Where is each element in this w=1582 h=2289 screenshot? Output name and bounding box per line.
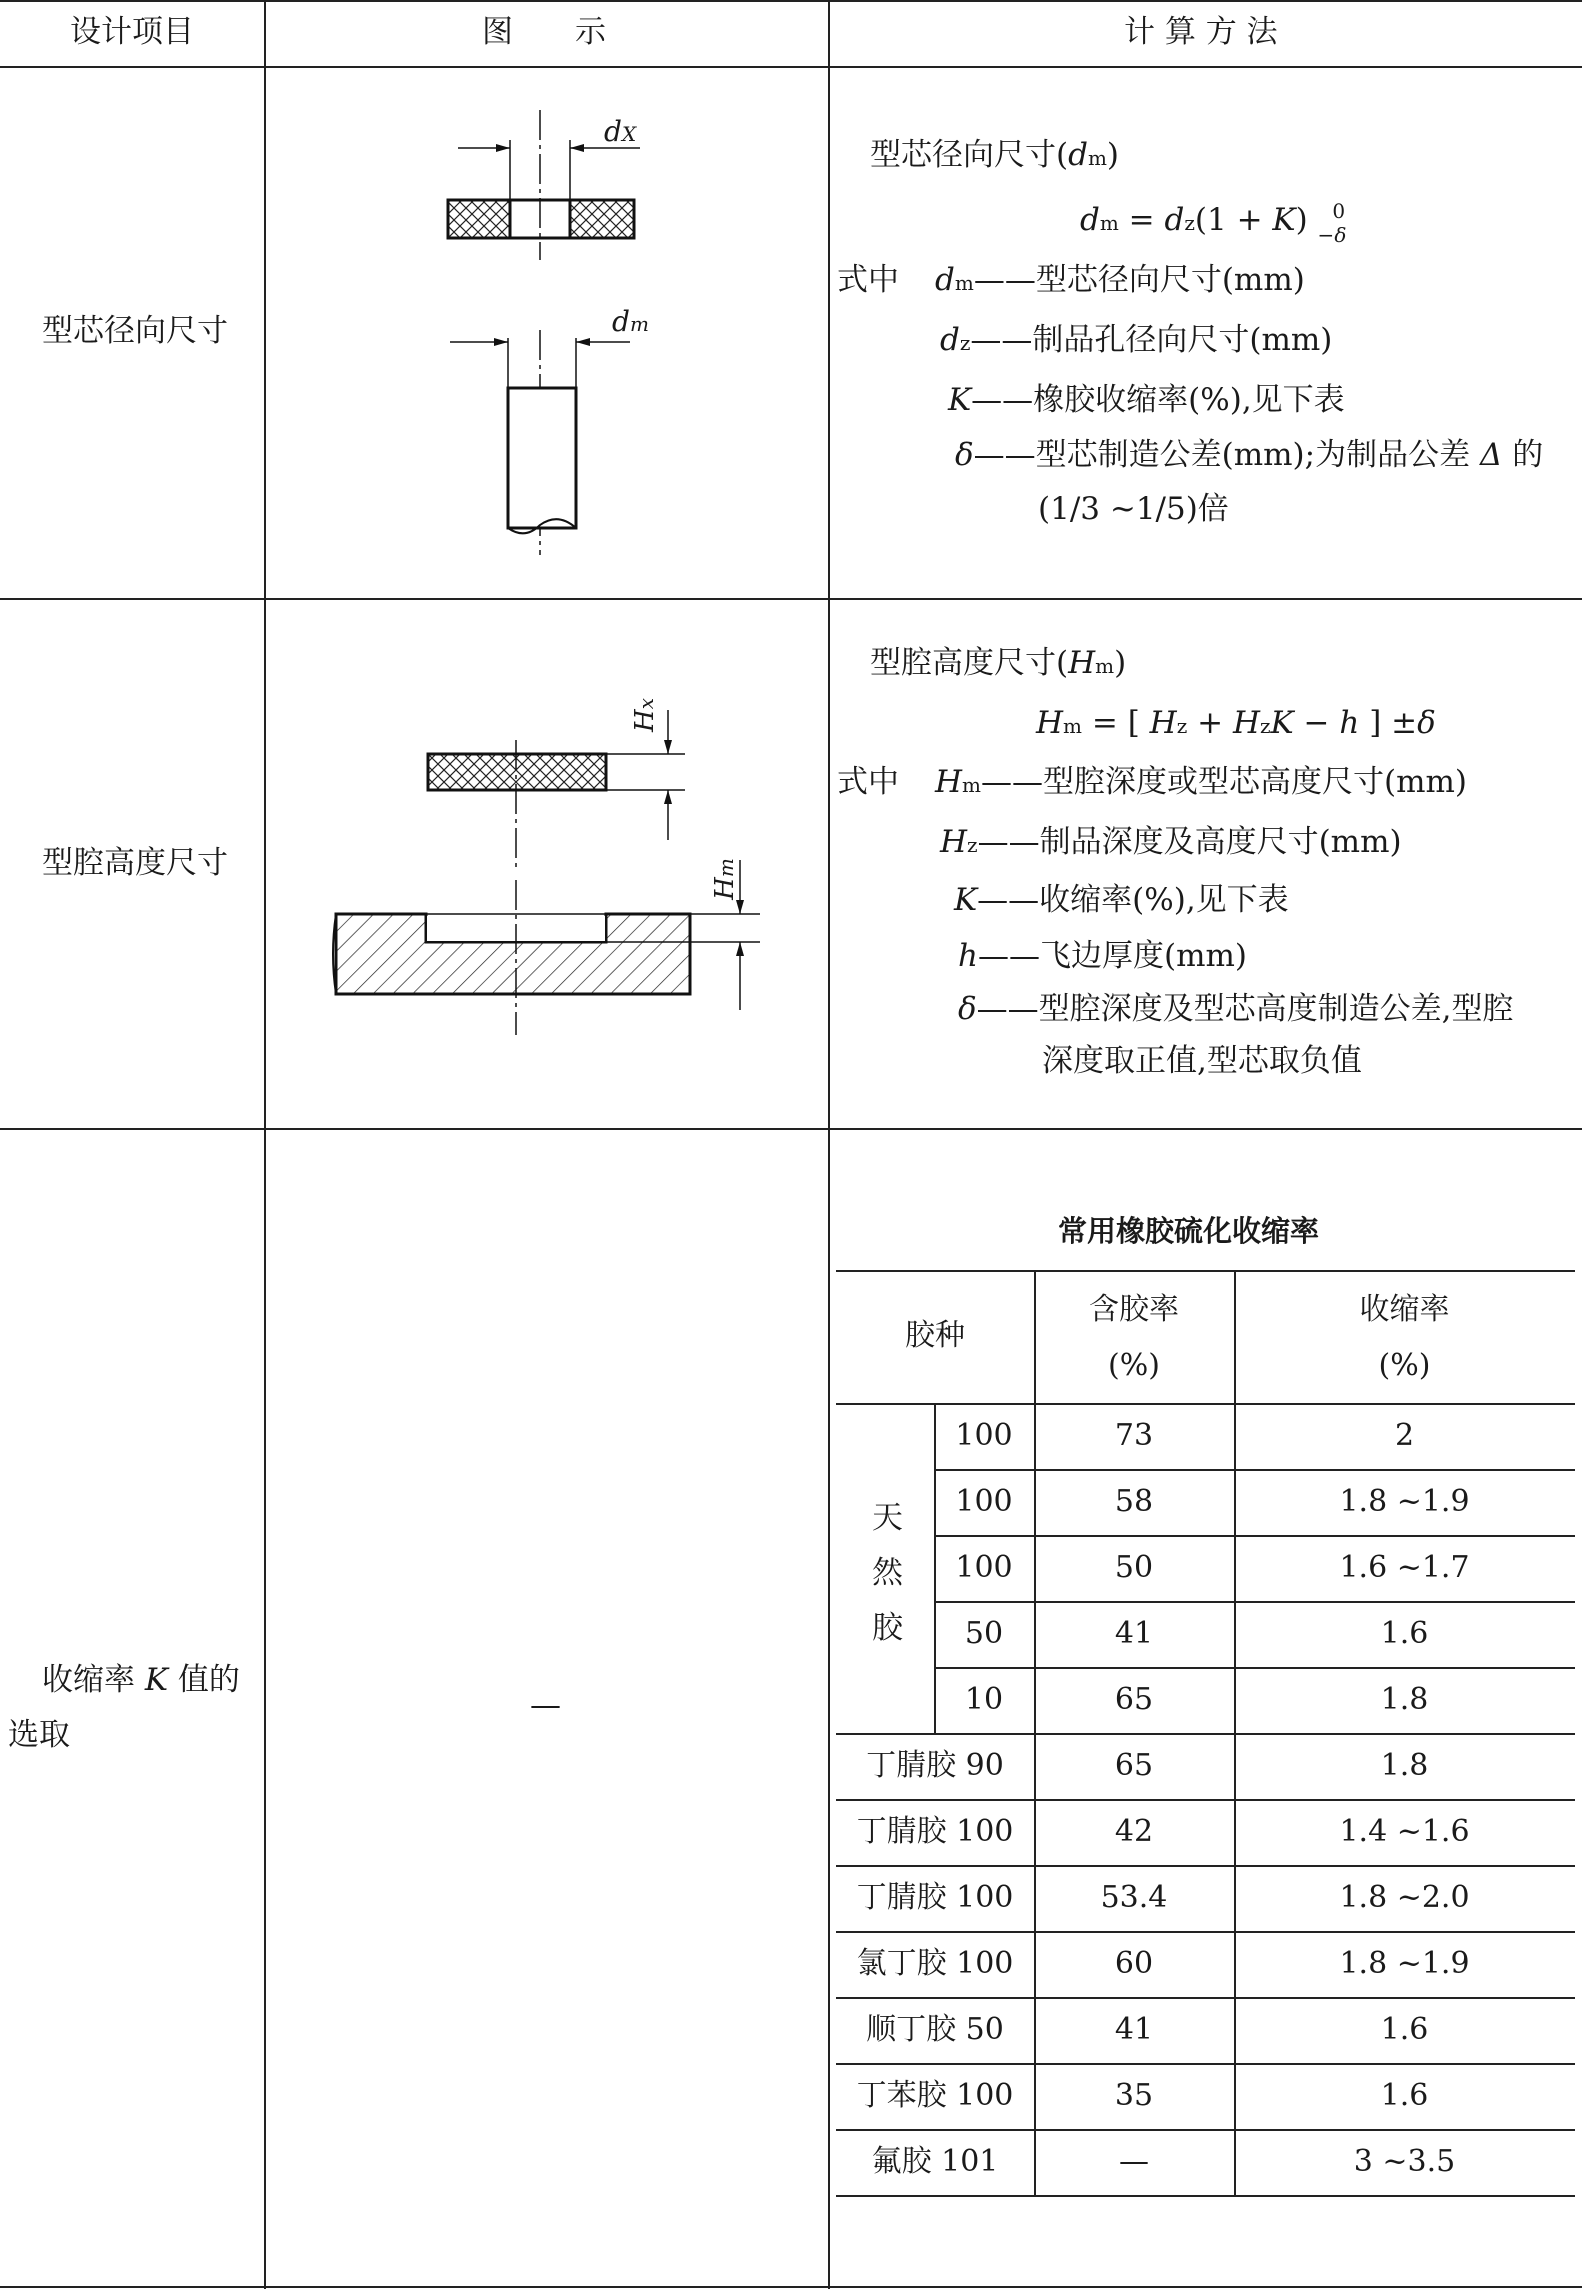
cell-rubber-type: 氯丁胶 100	[856, 1946, 1014, 1981]
cell-rubber-type: 丁腈胶 100	[856, 1814, 1014, 1849]
row1-term-dz: dz——制品孔径向尺寸(mm)	[940, 322, 1333, 358]
cell-shrink-rate: 1.8 ~2.0	[1339, 1880, 1470, 1915]
header-figure: 图 示	[482, 14, 606, 50]
shrink-table-col-line	[1034, 1270, 1036, 2195]
shrink-table-row-line	[934, 1535, 1575, 1537]
group-label-natural-rubber: 天	[872, 1500, 903, 1536]
row1-title: 型芯径向尺寸(dm)	[870, 137, 1120, 173]
shrink-table-row-line	[836, 2129, 1575, 2131]
row3-item-line1: 收缩率 K 值的	[42, 1662, 240, 1698]
cell-shrink-rate: 1.6 ~1.7	[1339, 1550, 1470, 1585]
shrink-table-row-line	[836, 1997, 1575, 1999]
cell-rubber-sub: 10	[964, 1682, 1004, 1717]
header-design-item: 设计项目	[70, 14, 194, 50]
row2-item-label: 型腔高度尺寸	[42, 845, 228, 881]
cell-rubber-content: 58	[1114, 1484, 1154, 1519]
cell-shrink-rate: 1.8 ~1.9	[1339, 1946, 1470, 1981]
row2-term-hz: Hz——制品深度及高度尺寸(mm)	[940, 824, 1402, 860]
group-label-natural-rubber: 然	[872, 1555, 903, 1591]
row2-term-delta: δ——型腔深度及型芯高度制造公差,型腔	[958, 991, 1514, 1027]
cell-rubber-sub: 100	[955, 1484, 1013, 1519]
cell-rubber-type: 丁苯胶 100	[856, 2078, 1014, 2113]
cell-rubber-type: 顺丁胶 50	[866, 2012, 1004, 2047]
cell-rubber-sub: 50	[964, 1616, 1004, 1651]
header-shrink-rate: 收缩率	[1359, 1292, 1450, 1327]
cell-rubber-content: 53.4	[1100, 1880, 1168, 1915]
shrink-table-row-line	[836, 1733, 1575, 1735]
header-rubber-content-unit: (%)	[1108, 1348, 1160, 1383]
row2-cavity-figure	[330, 680, 770, 1040]
row2-term-k: K——收缩率(%),见下表	[954, 882, 1289, 918]
cell-shrink-rate: 1.8	[1380, 1748, 1429, 1783]
cell-shrink-rate: 3 ~3.5	[1353, 2144, 1456, 2179]
cell-rubber-content: 73	[1114, 1418, 1154, 1453]
cell-rubber-type: 氟胶 101	[871, 2144, 999, 2179]
shrink-table-top	[836, 1270, 1575, 1272]
row1-fig-dm-label: dm	[612, 305, 649, 338]
cell-rubber-content: 65	[1114, 1748, 1154, 1783]
cell-shrink-rate: 1.6	[1380, 2078, 1429, 2113]
cell-shrink-rate: 1.4 ~1.6	[1339, 1814, 1470, 1849]
header-rubber-type: 胶种	[905, 1318, 965, 1353]
cell-rubber-content: 50	[1114, 1550, 1154, 1585]
cell-shrink-rate: 1.8 ~1.9	[1339, 1484, 1470, 1519]
cell-rubber-content: —	[1119, 2144, 1149, 2179]
row3-item-line2: 选取	[8, 1717, 70, 1753]
row2-term-hm: Hm——型腔深度或型芯高度尺寸(mm)	[935, 764, 1467, 800]
row1-fig-dx-label: dX	[604, 115, 637, 148]
cell-rubber-type: 丁腈胶 100	[856, 1880, 1014, 1915]
cell-rubber-content: 65	[1114, 1682, 1154, 1717]
cell-rubber-content: 41	[1114, 1616, 1154, 1651]
shrink-table-row-line	[934, 1601, 1575, 1603]
shrink-table-row-line	[934, 1667, 1575, 1669]
row2-term-h: h——飞边厚度(mm)	[958, 938, 1247, 974]
table-border-top	[0, 0, 1582, 2]
cell-shrink-rate: 1.6	[1380, 2012, 1429, 2047]
header-method: 计 算 方 法	[1124, 14, 1278, 50]
cell-shrink-rate: 1.8	[1380, 1682, 1429, 1717]
cell-rubber-sub: 100	[955, 1550, 1013, 1585]
row1-term-k: K——橡胶收缩率(%),见下表	[948, 382, 1345, 418]
row2-where: 式中	[837, 764, 899, 800]
row2-formula: Hm = [ Hz + HzK − h ] ±δ	[1036, 705, 1436, 741]
shrink-table-row-line	[836, 1799, 1575, 1801]
row1-item-label: 型芯径向尺寸	[42, 313, 228, 349]
row2-title: 型腔高度尺寸(Hm)	[870, 645, 1127, 681]
shrink-table-title: 常用橡胶硫化收缩率	[1058, 1214, 1320, 1248]
group-label-natural-rubber: 胶	[872, 1610, 903, 1646]
shrink-table-row-line	[934, 1469, 1575, 1471]
row1-where: 式中	[837, 262, 899, 298]
row2-fig-hm-label: Hm	[709, 858, 740, 900]
row1-term-delta: δ——型芯制造公差(mm);为制品公差 Δ 的	[955, 437, 1544, 473]
row2-term-delta-cont: 深度取正值,型芯取负值	[1042, 1043, 1362, 1079]
col-divider-1	[264, 0, 266, 2289]
shrink-table-row-line	[836, 2063, 1575, 2065]
shrink-table-row-line	[836, 2195, 1575, 2197]
table-border-bottom	[0, 2286, 1582, 2288]
row1-term-dm: dm——型芯径向尺寸(mm)	[935, 262, 1305, 298]
cell-rubber-content: 35	[1114, 2078, 1154, 2113]
header-rubber-content: 含胶率	[1089, 1292, 1179, 1327]
shrink-table-row-line	[836, 1931, 1575, 1933]
cell-rubber-type: 丁腈胶 90	[866, 1748, 1004, 1783]
cell-shrink-rate: 1.6	[1380, 1616, 1429, 1651]
row-divider-1	[0, 598, 1582, 600]
cell-shrink-rate: 2	[1394, 1418, 1415, 1453]
shrink-table-col-line	[1234, 1270, 1236, 2195]
header-divider	[0, 66, 1582, 68]
row3-figure-dash: —	[530, 1687, 561, 1723]
col-divider-2	[828, 0, 830, 2289]
row1-term-delta-cont: (1/3 ~1/5)倍	[1038, 491, 1229, 527]
cell-rubber-content: 41	[1114, 2012, 1154, 2047]
row1-formula: dm = dz(1 + K) $_{-\delta}^0$	[1080, 199, 1347, 247]
cell-rubber-content: 60	[1114, 1946, 1154, 1981]
row-divider-2	[0, 1128, 1582, 1130]
cell-rubber-sub: 100	[955, 1418, 1013, 1453]
header-shrink-rate-unit: (%)	[1378, 1348, 1431, 1383]
shrink-table-row-line	[836, 1865, 1575, 1867]
cell-rubber-content: 42	[1114, 1814, 1154, 1849]
row2-fig-hx-label: Hx	[629, 698, 660, 732]
shrink-table-header-bottom	[836, 1403, 1575, 1405]
